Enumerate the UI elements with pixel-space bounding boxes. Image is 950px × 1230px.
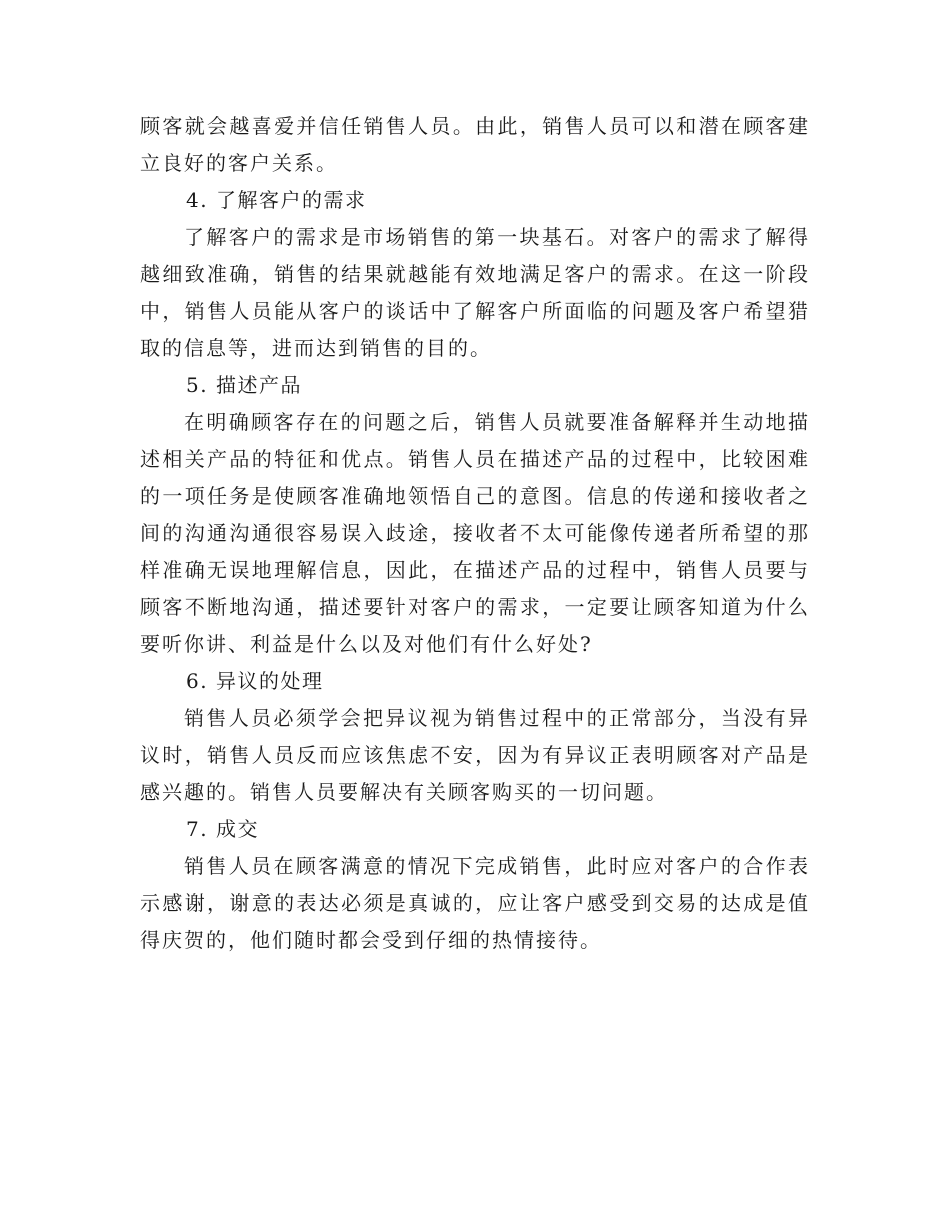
heading-closing: 7. 成交 (186, 817, 259, 841)
paragraph-relationship-end: 顾客就会越喜爱并信任销售人员。由此，销售人员可以和潜在顾客建立良好的客户关系。 (140, 114, 810, 175)
heading-describe-product: 5. 描述产品 (186, 373, 302, 397)
paragraph-closing: 销售人员在顾客满意的情况下完成销售，此时应对客户的合作表示感谢，谢意的表达必须是真诚的，应让客户感受到交易的达成是值得庆贺的，他们随时都会受到仔细的热情接待。 (140, 854, 810, 952)
paragraph-objection-handling: 销售人员必须学会把异议视为销售过程中的正常部分，当没有异议时，销售人员反而应该焦虑不安，因为有异议正表明顾客对产品是感兴趣的。销售人员要解决有关顾客购买的一切问题。 (140, 706, 810, 804)
paragraph-understand-needs: 了解客户的需求是市场销售的第一块基石。对客户的需求了解得越细致准确，销售的结果就越能有效地满足客户的需求。在这一阶段中，销售人员能从客户的谈话中了解客户所面临的问题及客户希望猎取的信息等，进而达到销售的目的。 (140, 225, 810, 360)
heading-understand-needs: 4. 了解客户的需求 (186, 188, 367, 212)
paragraph-describe-product: 在明确顾客存在的问题之后，销售人员就要准备解释并生动地描述相关产品的特征和优点。销售人员在描述产品的过程中，比较困难的一项任务是使顾客准确地领悟自己的意图。信息的传递和接收者之间的沟通沟通很容易误入歧途，接收者不太可能像传递者所希望的那样准确无误地理解信息，因此，在描述产品的过程中，销售人员要与顾客不断地沟通，描述要针对客户的需求，一定要让顾客知道为什么要听你讲、利益是什么以及对他们有什么好处? (140, 410, 810, 656)
document-body (140, 108, 810, 959)
heading-objection-handling: 6. 异议的处理 (186, 669, 324, 693)
